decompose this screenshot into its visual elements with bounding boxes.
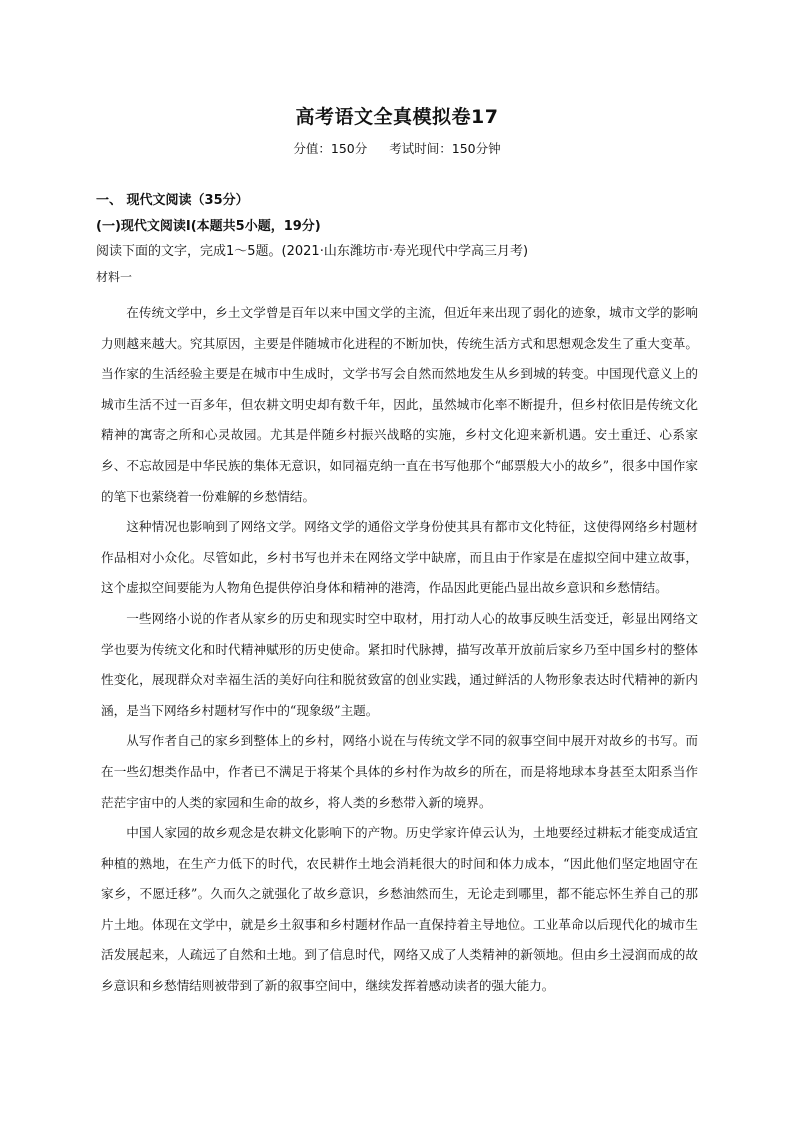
score-label: 分值：150分 [293, 141, 368, 156]
passage-paragraph: 一些网络小说的作者从家乡的历史和现实时空中取材，用打动人心的故事反映生活变迁，彰显出网络文学也要为传统文化和时代精神赋形的历史使命。紧扣时代脉搏，描写改革开放前后家乡乃至中国乡村的整体性变化，展现群众对幸福生活的美好向往和脱贫致富的创业实践，通过鲜活的人物形象表达时代精神的新内涵，是当下网络乡村题材写作中的“现象级”主题。 [101, 610, 698, 718]
passage-paragraph: 从写作者自己的家乡到整体上的乡村，网络小说在与传统文学不同的叙事空间中展开对故乡的书写。而在一些幻想类作品中，作者已不满足于将某个具体的乡村作为故乡的所在，而是将地球本身甚至太阳系当作茫茫宇宙中的人类的家园和生命的故乡，将人类的乡愁带入新的境界。 [101, 733, 698, 810]
reading-instruction: 阅读下面的文字，完成1～5题。(2021·山东潍坊市·寿光现代中学高三月考) [96, 244, 529, 259]
material-label: 材料一 [96, 270, 133, 284]
exam-meta [0, 139, 794, 157]
subsection-heading: (一)现代文阅读Ⅰ(本题共5小题，19分) [96, 219, 321, 234]
passage-body [101, 298, 698, 1002]
passage-paragraph: 这种情况也影响到了网络文学。网络文学的通俗文学身份使其具有都市文化特征，这使得网络乡村题材作品相对小众化。尽管如此，乡村书写也并未在网络文学中缺席，而且由于作家是在虚拟空间中建立故事，这个虚拟空间要能为人物角色提供停泊身体和精神的港湾，作品因此更能凸显出故乡意识和乡愁情结。 [101, 519, 698, 596]
time-label: 考试时间：150分钟 [389, 141, 501, 156]
passage-paragraph: 在传统文学中，乡土文学曾是百年以来中国文学的主流，但近年来出现了弱化的迹象，城市文学的影响力则越来越大。究其原因，主要是伴随城市化进程的不断加快，传统生活方式和思想观念发生了重大变革。当作家的生活经验主要是在城市中生成时，文学书写会自然而然地发生从乡到城的转变。中国现代意义上的城市生活不过一百多年，但农耕文明史却有数千年，因此，虽然城市化率不断提升，但乡村依旧是传统文化精神的寓寄之所和心灵故园。尤其是伴随乡村振兴战略的实施，乡村文化迎来新机遇。安土重迁、心系家乡、不忘故园是中华民族的集体无意识，如同福克纳一直在书写他那个“邮票般大小的故乡”，很多中国作家的笔下也萦绕着一份难解的乡愁情结。 [101, 305, 698, 504]
section-heading: 一、 现代文阅读（35分） [96, 193, 249, 208]
passage-paragraph: 中国人家园的故乡观念是农耕文化影响下的产物。历史学家许倬云认为，土地要经过耕耘才能变成适宜种植的熟地，在生产力低下的时代，农民耕作土地会消耗很大的时间和体力成本，“因此他们坚定地固守在家乡，不愿迁移”。久而久之就强化了故乡意识，乡愁油然而生，无论走到哪里，都不能忘怀生养自己的那片土地。体现在文学中，就是乡土叙事和乡村题材作品一直保持着主导地位。工业革命以后现代化的城市生活发展起来，人疏远了自然和土地。到了信息时代，网络又成了人类精神的新领地。但由乡土浸润而成的故乡意识和乡愁情结则被带到了新的叙事空间中，继续发挥着感动读者的强大能力。 [101, 825, 698, 994]
page-title: 高考语文全真模拟卷17 [295, 106, 499, 128]
